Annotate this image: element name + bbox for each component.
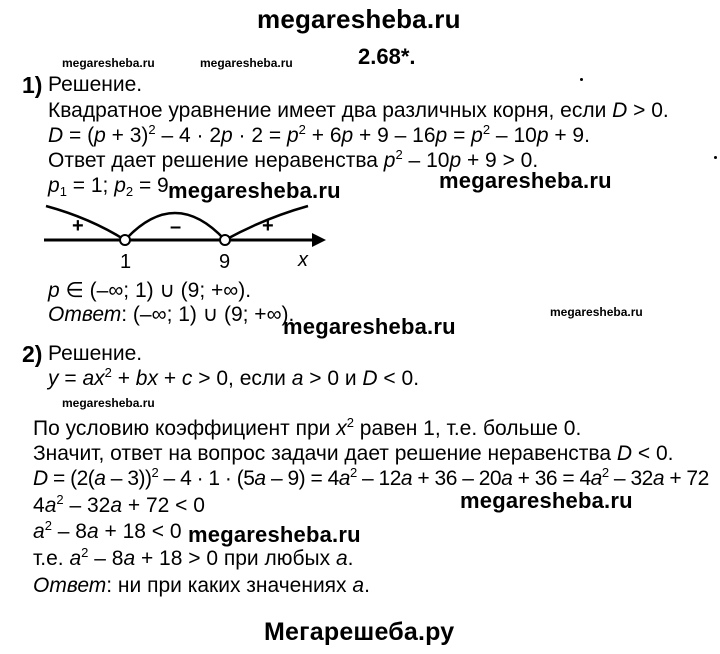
site-footer: Мегарешеба.ру	[264, 618, 455, 646]
part1-roots: $p_1 = 1$; $p_2 = 9$.	[48, 174, 175, 199]
watermark: megaresheba.ru	[460, 488, 633, 513]
axis-arrow	[312, 233, 326, 247]
watermark: megaresheba.ru	[439, 168, 612, 193]
part2-condition: $y = ax^2$ + bx + c > 0, если a > 0 и D < 0.	[48, 365, 420, 390]
interval-arc	[46, 206, 125, 240]
interval-sign: +	[262, 215, 274, 237]
part2-line5: $a^2 - 8a + 18 < 0$	[33, 518, 182, 543]
point-label: 9	[219, 251, 231, 273]
part2-line4: $4a^2 - 32a + 72 < 0$	[33, 492, 205, 517]
part2-heading: Решение.	[48, 342, 143, 365]
part1-line3: Ответ дает решение неравенства $p^2 - 10p + 9 > 0$.	[48, 147, 539, 172]
part1-answer	[48, 303, 294, 327]
part2-line3: $D = (2(a - 3))^2 - 4 \cdot 1 \cdot (5a - 9) = 4a^2 - 12a + 36 - 20a + 36 = 4a^2 - 32a + 72$	[33, 465, 709, 490]
part1-heading: Решение.	[48, 73, 143, 96]
watermark: megaresheba.ru	[200, 56, 293, 70]
interval-sign: +	[72, 215, 84, 237]
answer-label: Ответ	[33, 574, 107, 597]
answer-text: : (–∞; 1) ∪ (9; +∞).	[121, 303, 295, 326]
part2-answer: Ответ: ни при каких значениях a.	[33, 574, 370, 597]
part1-line1: Квадратное уравнение имеет два различных корня, если D > 0.	[48, 99, 669, 122]
watermark: megaresheba.ru	[62, 396, 155, 410]
part2-line6: т.е. $a^2 - 8a + 18 > 0$ при любых a.	[33, 545, 354, 570]
site-header: megaresheba.ru	[257, 4, 461, 34]
watermark: megaresheba.ru	[168, 178, 341, 203]
axis-label: x	[298, 249, 308, 271]
watermark: megaresheba.ru	[188, 522, 361, 547]
interval-sign: –	[170, 216, 182, 238]
number-line	[40, 190, 340, 274]
watermark: megaresheba.ru	[62, 56, 155, 70]
watermark: megaresheba.ru	[550, 305, 643, 319]
part1-line2: $D = (p + 3)^2 - 4 \cdot 2p \cdot 2 = p^2 + 6p + 9 - 16p = p^2 - 10p + 9$.	[48, 122, 590, 147]
point-label: 1	[120, 251, 132, 273]
part2-line1: По условию коэффициент при $x^2$ равен 1, т.е. больше 0.	[33, 415, 582, 440]
stray-dot	[580, 78, 583, 81]
stray-dot	[714, 156, 717, 159]
watermark: megaresheba.ru	[283, 314, 456, 339]
open-point	[120, 235, 130, 245]
part1-number: 1)	[22, 72, 43, 98]
problem-number: 2.68*.	[358, 44, 416, 69]
part2-number: 2)	[22, 341, 43, 367]
part1-result: p ∈ (–∞; 1) ∪ (9; +∞).	[48, 279, 252, 302]
part2-line2: Значит, ответ на вопрос задачи дает решение неравенства D < 0.	[33, 442, 674, 465]
open-point	[220, 235, 230, 245]
answer-label: Ответ	[48, 303, 122, 326]
